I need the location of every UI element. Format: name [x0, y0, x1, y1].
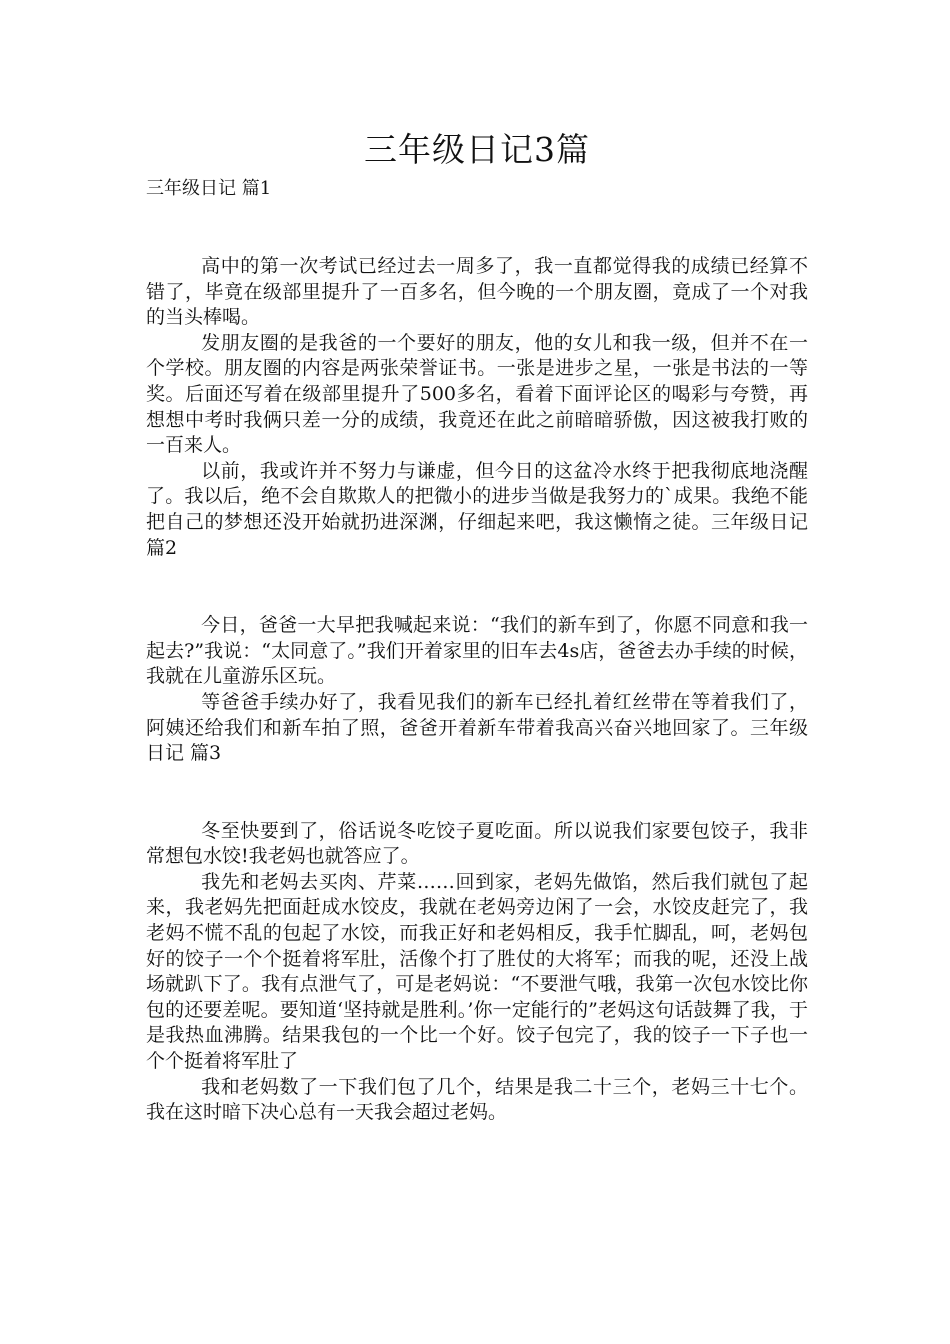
section-spacer [146, 767, 808, 819]
section-label: 三年级日记 篇2 [146, 510, 808, 559]
section-spacer [146, 561, 808, 613]
section-label: 三年级日记 篇1 [146, 178, 272, 199]
paragraph-text: 以前，我或许并不努力与谦虚，但今日的这盆冷水终于把我彻底地浇醒了。我以后，绝不会自欺欺人的把微小的进步当做是我努力的`成果。我绝不能把自己的梦想还没开始就扔进深渊，仔细起来吧，我这懒惰之徒。 [146, 459, 808, 533]
document-title: 三年级日记3篇 [364, 130, 590, 169]
paragraph: 今日，爸爸一大早把我喊起来说：“我们的新车到了，你愿不同意和我一起去?”我说：“太同意了。”我们开着家里的旧车去4s店，爸爸去办手续的时候，我就在儿童游乐区玩。 [146, 614, 808, 688]
section-label: 三年级日记 篇3 [146, 716, 808, 765]
paragraph [146, 690, 808, 767]
paragraph: 我先和老妈去买肉、芹菜……回到家，老妈先做馅，然后我们就包了起来，我老妈先把面赶成水饺皮，我就在老妈旁边闲了一会，水饺皮赶完了，我老妈不慌不乱的包起了水饺，而我正好和老妈相反，我手忙脚乱，呵，老妈包好的饺子一个个挺着将军肚，活像个打了胜仗的大将军；而我的呢，还没上战场就趴下了。我有点泄气了，可是老妈说：“不要泄气哦，我第一次包水饺比你包的还要差呢。要知道‘坚持就是胜利。’你一定能行的”老妈这句话鼓舞了我，于是我热血沸腾。结果我包的一个比一个好。饺子包完了，我的饺子一下子也一个个挺着将军肚了 [146, 870, 808, 1073]
section-spacer [146, 202, 808, 254]
paragraph: 我和老妈数了一下我们包了几个，结果是我二十三个，老妈三十七个。我在这时暗下决心总有一天我会超过老妈。 [146, 1075, 808, 1124]
paragraph [146, 459, 808, 561]
paragraph-text: 等爸爸手续办好了，我看见我们的新车已经扎着红丝带在等着我们了，阿姨还给我们和新车拍了照，爸爸开着新车带着我高兴奋兴地回家了。 [146, 690, 808, 739]
document-page [146, 128, 808, 1126]
paragraph: 发朋友圈的是我爸的一个要好的朋友，他的女儿和我一级，但并不在一个学校。朋友圈的内容是两张荣誉证书。一张是进步之星，一张是书法的一等奖。后面还写着在级部里提升了500多名，看着下面评论区的喝彩与夸赞，再想想中考时我俩只差一分的成绩，我竟还在此之前暗暗骄傲，因这被我打败的一百来人。 [146, 331, 808, 457]
paragraph: 冬至快要到了，俗话说冬吃饺子夏吃面。所以说我们家要包饺子，我非常想包水饺!我老妈也就答应了。 [146, 819, 808, 868]
paragraph: 高中的第一次考试已经过去一周多了，我一直都觉得我的成绩已经算不错了，毕竟在级部里提升了一百多名，但今晚的一个朋友圈，竟成了一个对我的当头棒喝。 [146, 255, 808, 329]
